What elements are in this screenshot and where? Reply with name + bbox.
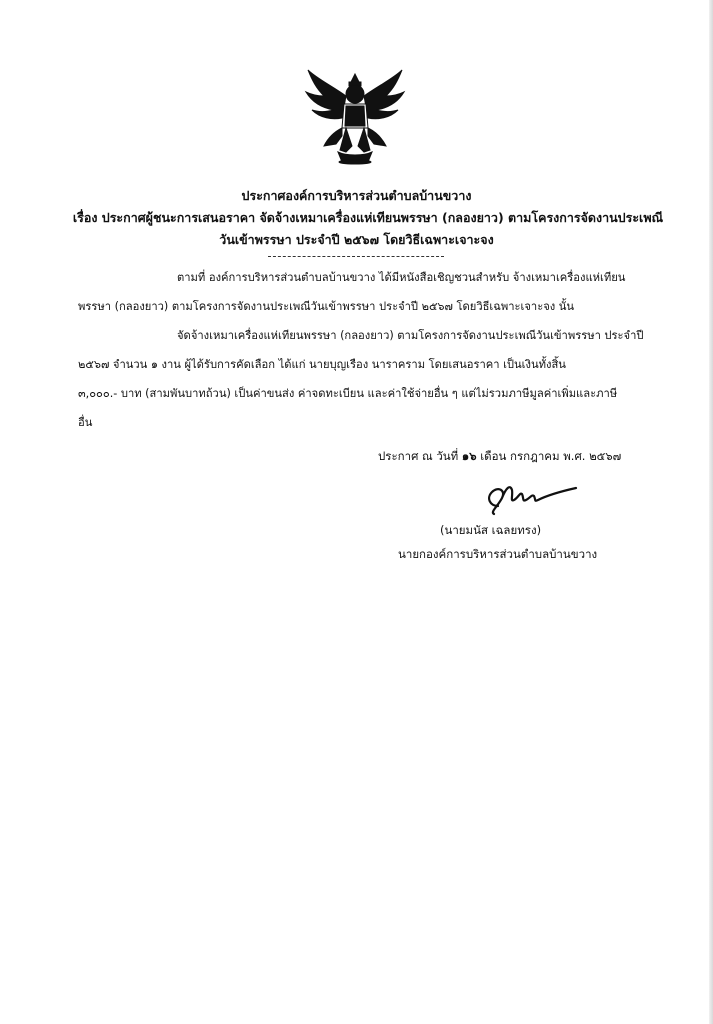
- date-month: เดือน กรกฎาคม พ.ศ.: [480, 449, 586, 463]
- date-day: ๑๖: [461, 449, 477, 463]
- body-line: ๓,๐๐๐.- บาท (สามพันบาทถ้วน) เป็นค่าขนส่ง ค่าจดทะเบียน และค่าใช้จ่ายอื่น ๆ แต่ไม่รวมภาษีมูลค่าเพิ่มและภาษี: [78, 387, 618, 400]
- body-line: ๒๕๖๗ จำนวน ๑ งาน ผู้ได้รับการคัดเลือก ได้แก่ นายบุญเรือง นาราคราม โดยเสนอราคา เป็นเงินทั้งสิ้น: [78, 358, 566, 371]
- body-line: ตามที่ องค์การบริหารส่วนตำบลบ้านขวาง ได้มีหนังสือเชิญชวนสำหรับ จ้างเหมาเครื่องแห่เทียน: [177, 271, 626, 284]
- garuda-emblem-icon: [302, 66, 408, 166]
- announcement-date: [378, 448, 621, 466]
- subject-line-2: วันเข้าพรรษา ประจำปี ๒๕๖๗ โดยวิธีเฉพาะเจาะจง: [219, 232, 494, 247]
- dashed-divider: [268, 256, 444, 257]
- signer-name: (นายมนัส เฉลยทรง): [440, 523, 542, 537]
- org-title: ประกาศองค์การบริหารส่วนตำบลบ้านขวาง: [241, 188, 472, 203]
- body-line: อื่น: [78, 416, 93, 429]
- body-line: พรรษา (กลองยาว) ตามโครงการจัดงานประเพณีวันเข้าพรรษา ประจำปี ๒๕๖๗ โดยวิธีเฉพาะเจาะจง นั้น: [78, 300, 575, 313]
- signature-image: [476, 476, 586, 516]
- date-year: ๒๕๖๗: [589, 449, 622, 463]
- subject-line: เรื่อง ประกาศผู้ชนะการเสนอราคา จัดจ้างเหมาเครื่องแห่เทียนพรรษา (กลองยาว) ตามโครงการจัดงานประเพณี: [72, 210, 664, 225]
- body-line: จัดจ้างเหมาเครื่องแห่เทียนพรรษา (กลองยาว) ตามโครงการจัดงานประเพณีวันเข้าพรรษา ประจำปี: [177, 329, 644, 342]
- signer-title: นายกองค์การบริหารส่วนตำบลบ้านขวาง: [398, 547, 598, 561]
- date-prefix: ประกาศ ณ วันที่: [378, 449, 459, 463]
- scan-edge: [709, 0, 713, 1024]
